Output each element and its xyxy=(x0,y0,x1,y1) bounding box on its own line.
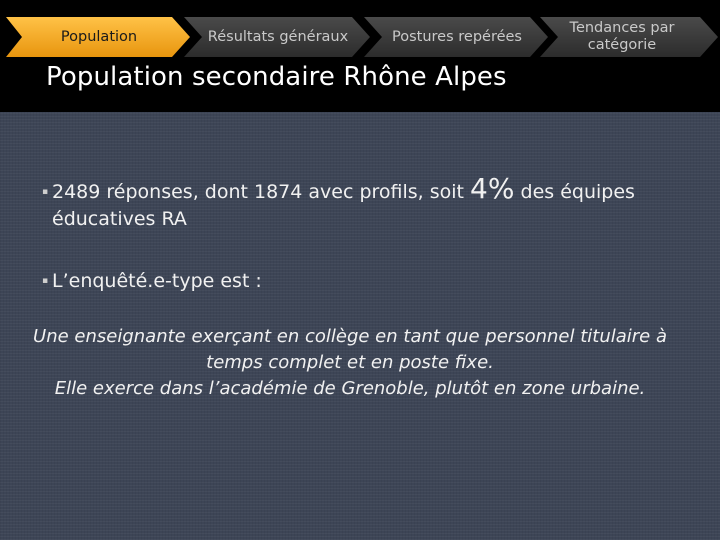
percentage-symbol: % xyxy=(487,172,515,205)
percentage-value: 4 xyxy=(470,172,488,205)
tab-resultats-generaux[interactable]: Résultats généraux xyxy=(207,28,349,45)
bullet-text-before: 2489 réponses, dont 1874 avec profils, soit xyxy=(52,181,471,203)
bullet-text-after: des équipes éducatives RA xyxy=(52,181,635,230)
tab-postures-reperees[interactable]: Postures repérées xyxy=(392,28,522,45)
slide-content xyxy=(0,112,720,540)
profile-line-2: Elle exerce dans l’académie de Grenoble, plutôt en zone urbaine. xyxy=(54,378,646,399)
bullet-reponses xyxy=(42,172,672,233)
bullet-marker: ▪ xyxy=(42,187,49,197)
percentage-highlight xyxy=(470,172,514,205)
page-title: Population secondaire Rhône Alpes xyxy=(46,62,507,92)
bullet-marker: ▪ xyxy=(42,276,49,286)
profile-line-1: Une enseignante exerçant en collège en tant que personnel titulaire à temps complet et en poste fixe. xyxy=(33,326,667,373)
tab-tendances-par-categorie[interactable]: Tendances par catégorie xyxy=(569,20,675,53)
bullet-text: L’enquêté.e-type est : xyxy=(52,270,262,292)
tab-population[interactable]: Population xyxy=(60,28,138,45)
profile-description xyxy=(30,324,670,402)
bullet-enquete-type xyxy=(42,268,672,295)
